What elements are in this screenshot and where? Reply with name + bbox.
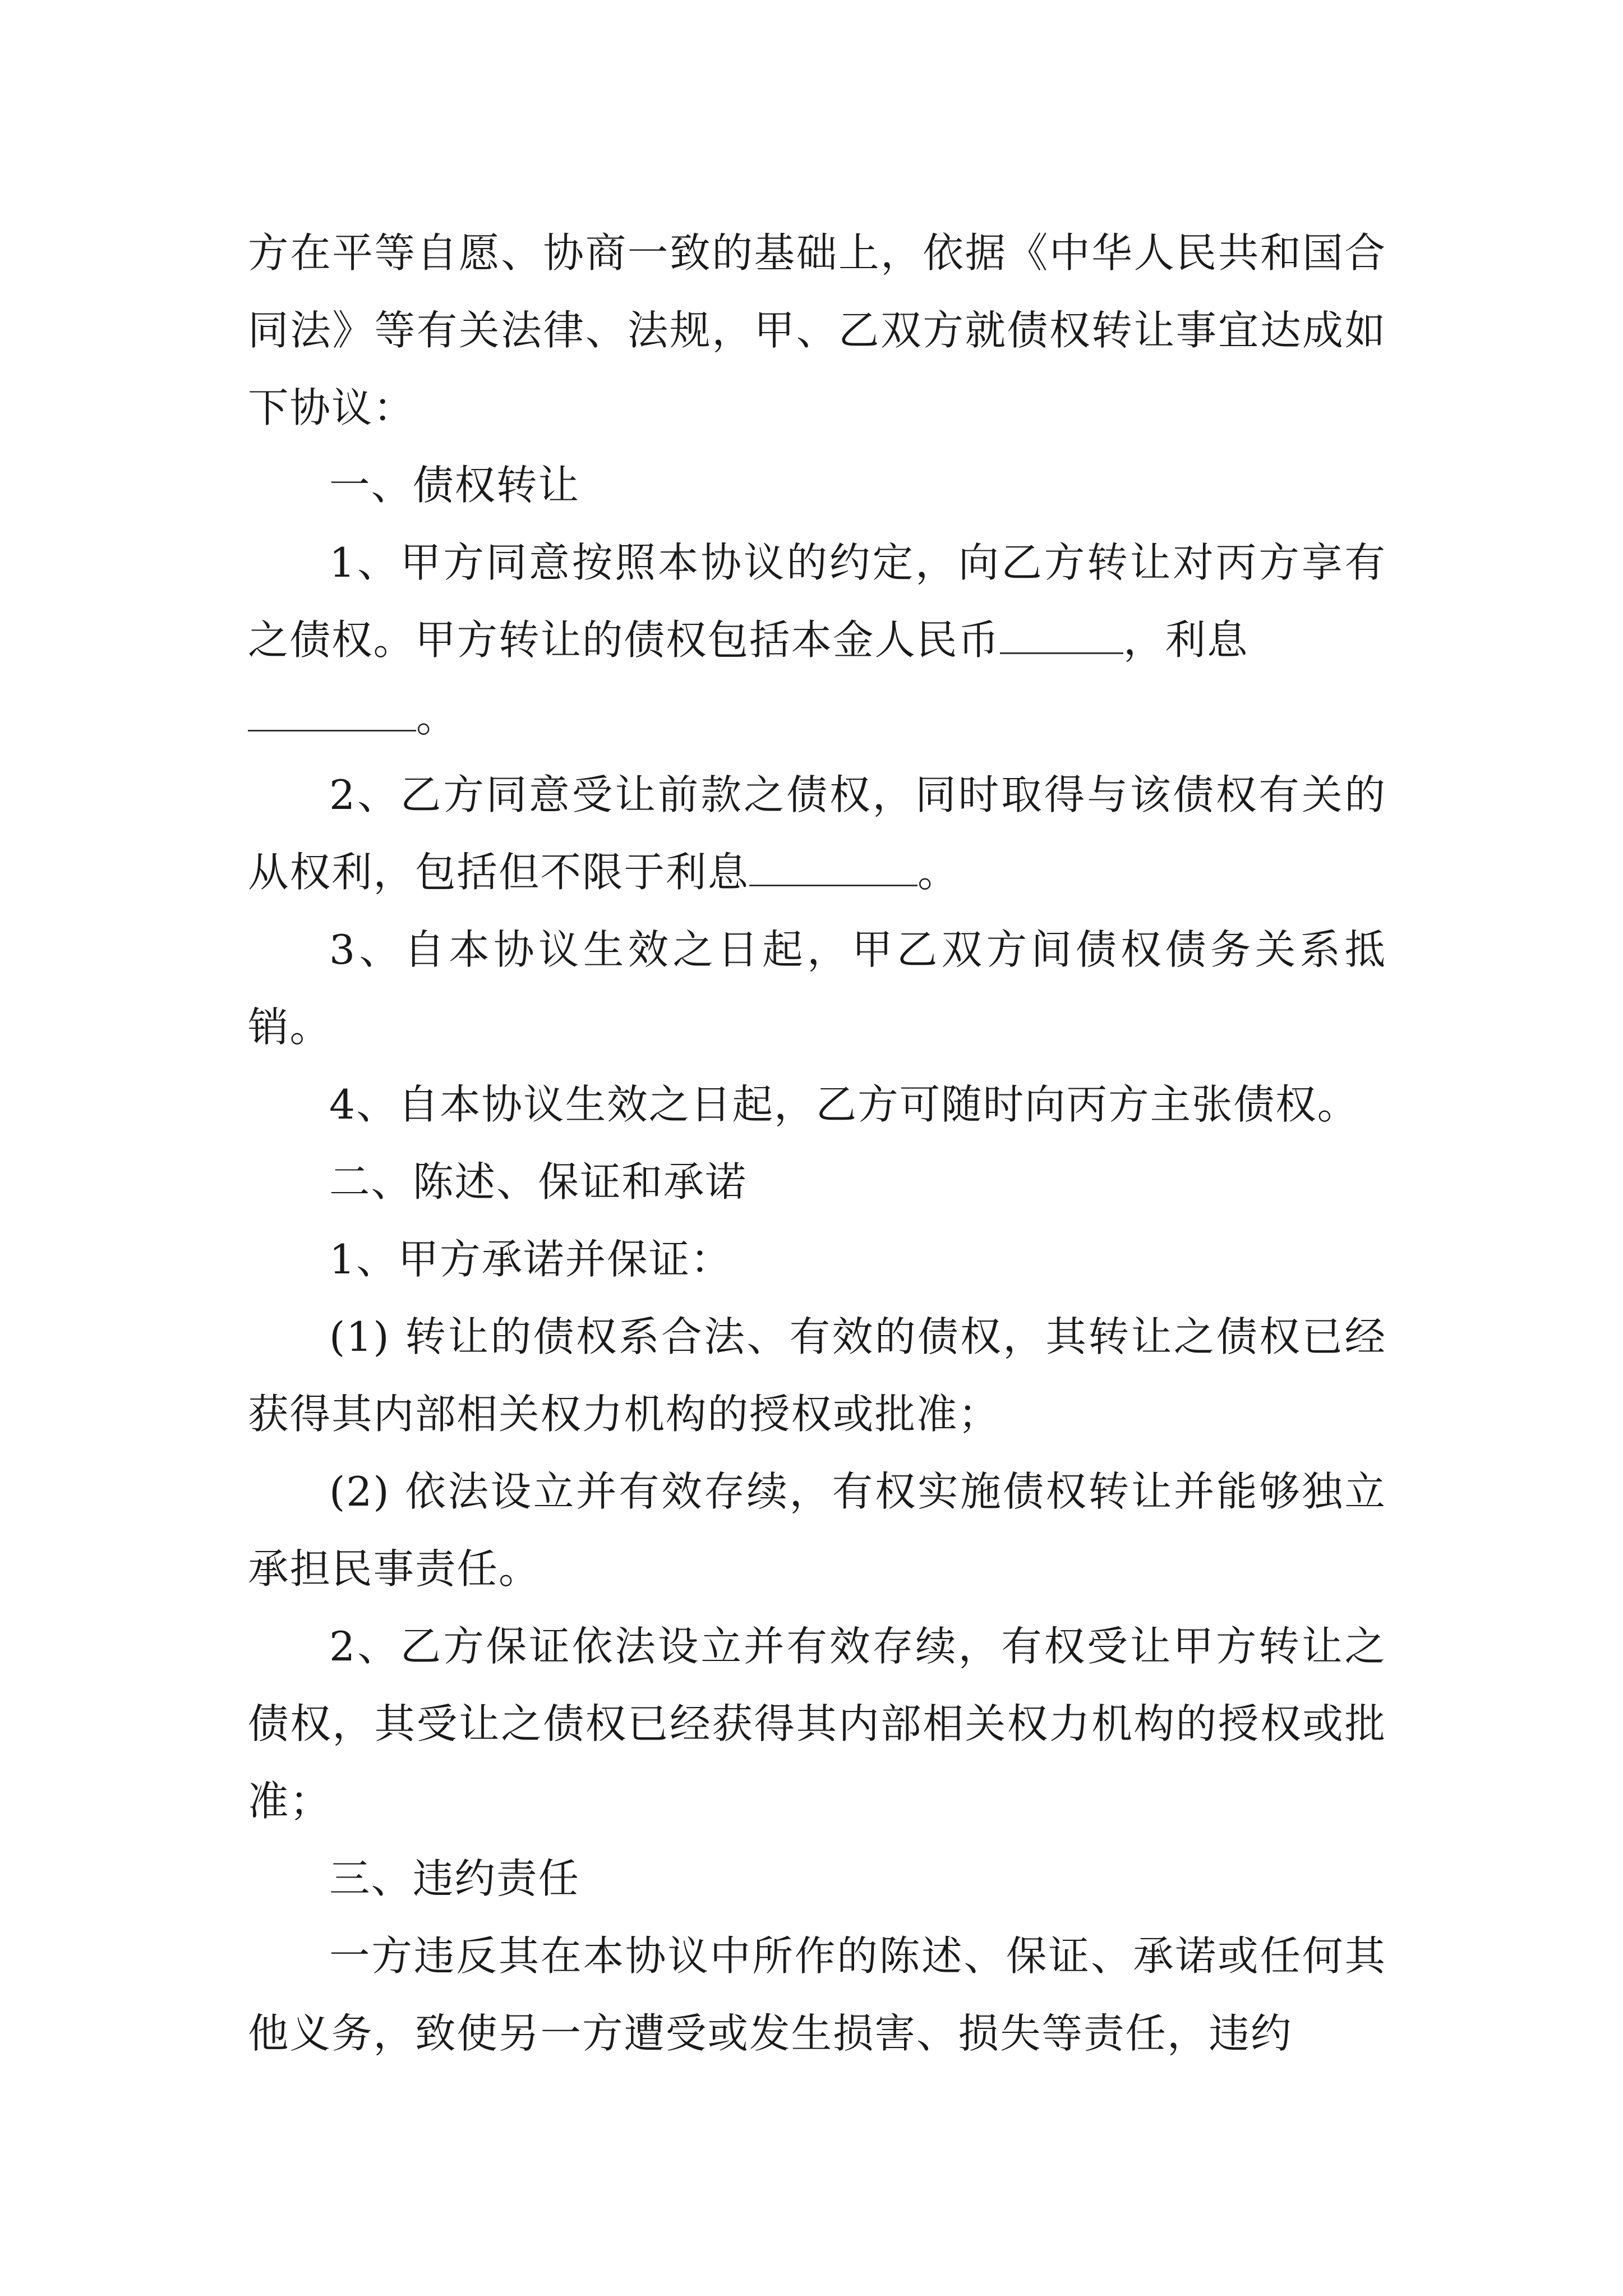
clause-1-1 bbox=[248, 524, 1386, 757]
clause-1-1-interest-label: ，利息 bbox=[1123, 617, 1249, 664]
document-body bbox=[248, 215, 1386, 2073]
clause-1-1-end: 。 bbox=[416, 694, 458, 742]
clause-1-4: 4、自本协议生效之日起，乙方可随时向丙方主张债权。 bbox=[329, 1082, 1359, 1129]
clause-2-2: 2、乙方保证依法设立并有效存续，有权受让甲方转让之债权，其受让之债权已经获得其内部相关权力机构的授权或批准； bbox=[248, 1623, 1386, 1825]
principal-amount-blank[interactable] bbox=[1000, 614, 1123, 654]
section-heading-debt-transfer: 一、债权转让 bbox=[329, 462, 580, 509]
intro-paragraph: 方在平等自愿、协商一致的基础上，依据《中华人民共和国合同法》等有关法律、法规，甲、乙双方就债权转让事宜达成如下协议： bbox=[248, 230, 1386, 432]
clause-3-1: 一方违反其在本协议中所作的陈述、保证、承诺或任何其他义务，致使另一方遭受或发生损害、损失等责任，违约 bbox=[248, 1933, 1386, 2058]
clause-1-2 bbox=[248, 757, 1386, 912]
section-heading-breach: 三、违约责任 bbox=[329, 1856, 580, 1903]
clause-1-1-text: 1、甲方同意按照本协议的约定，向乙方转让对丙方享有之债权。甲方转让的债权包括本金人民币 bbox=[248, 540, 1386, 664]
interest-amount-blank[interactable] bbox=[248, 691, 416, 731]
clause-2-1: 1、甲方承诺并保证： bbox=[329, 1236, 732, 1283]
clause-2-1-item-1: (1) 转让的债权系合法、有效的债权，其转让之债权已经获得其内部相关权力机构的授权或批准； bbox=[248, 1314, 1386, 1438]
clause-1-2-text: 2、乙方同意受让前款之债权，同时取得与该债权有关的从权利，包括但不限于利息 bbox=[248, 772, 1386, 896]
interest-rights-blank[interactable] bbox=[749, 846, 917, 886]
clause-2-1-item-2: (2) 依法设立并有效存续，有权实施债权转让并能够独立承担民事责任。 bbox=[248, 1469, 1386, 1593]
clause-1-2-end: 。 bbox=[917, 849, 960, 896]
section-heading-representations: 二、陈述、保证和承诺 bbox=[329, 1159, 747, 1206]
clause-1-3: 3、自本协议生效之日起，甲乙双方间债权债务关系抵销。 bbox=[248, 927, 1386, 1051]
